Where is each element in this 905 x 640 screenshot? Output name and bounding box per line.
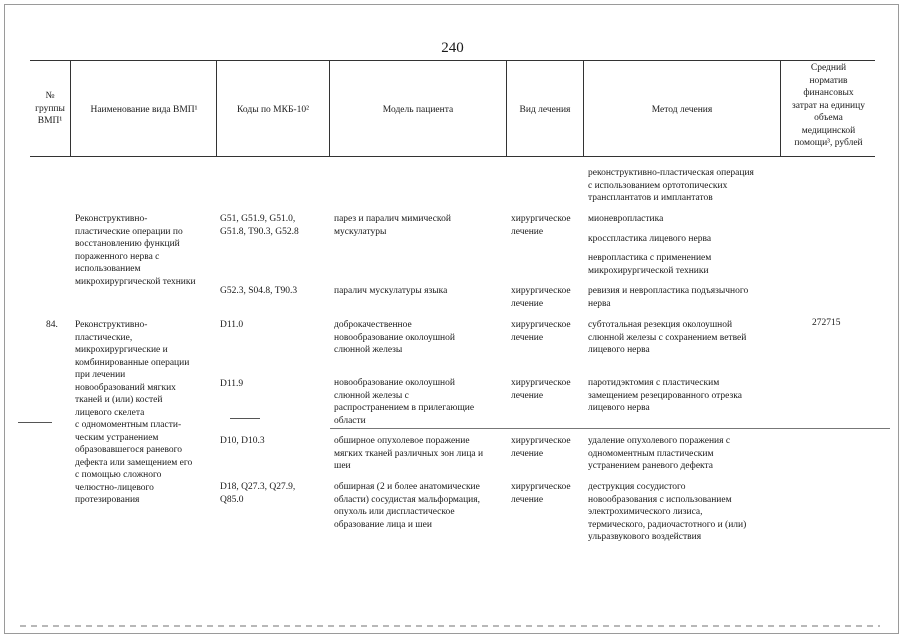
header-divider	[329, 60, 330, 156]
scan-line	[330, 428, 890, 429]
header-divider	[583, 60, 584, 156]
icd-codes: D18, Q27.3, Q27.9, Q85.0	[220, 482, 296, 505]
treatment-method: деструкция сосудистого новообразования с использованием электрохимического лизиса, термического, радиочастотного и (или) ульразвукового воздействия	[588, 482, 747, 542]
icd-codes: D11.9	[220, 379, 244, 389]
treatment-method: невропластика с применением микрохирургической техники	[588, 253, 712, 276]
vmp-name-nerve: Реконструктивно- пластические операции по восстановлению функций пораженного нерва с использованием микрохирургической техники	[75, 214, 196, 287]
vmp-name-tumors: Реконструктивно- пластические, микрохирургические и комбинированные операции при лечении новообразований мягких тканей и (или) костей лицевого скелета с одномоментным пласти- ческим устранением образовавшегося раневого дефекта или замещением его с помощью сложного челюстно-лицевого протезирования	[75, 320, 193, 505]
average-cost: 272715	[812, 318, 841, 328]
header-codes: Коды по МКБ-10²	[237, 105, 309, 115]
header-group: № группы ВМП¹	[35, 91, 65, 126]
treatment-type: хирургическое лечение	[511, 378, 571, 401]
header-divider	[70, 60, 71, 156]
treatment-method: мионевропластика	[588, 214, 664, 224]
treatment-method: ревизия и невропластика подъязычного нерва	[588, 286, 749, 309]
continued-method: реконструктивно-пластическая операция с использованием ортотопических трансплантатов и имплантатов	[588, 168, 754, 203]
treatment-method: удаление опухолевого поражения с одномоментным пластическим устранением раневого дефекта	[588, 436, 731, 471]
icd-codes: G51, G51.9, G51.0, G51.8, T90.3, G52.8	[220, 214, 299, 237]
treatment-type: хирургическое лечение	[511, 436, 571, 459]
header-patient: Модель пациента	[382, 105, 454, 115]
scan-line	[18, 422, 52, 423]
header-cost: Средний норматив финансовых затрат на единицу объема медицинской помощи³, рублей	[792, 63, 865, 148]
scan-line	[230, 418, 260, 419]
header-treatment-type: Вид лечения	[519, 105, 571, 115]
header-bottom-rule	[30, 156, 875, 157]
treatment-method: субтотальная резекция околоушной слюнной железы с сохранением ветвей лицевого нерва	[588, 320, 747, 355]
header-method: Метод лечения	[651, 105, 713, 115]
treatment-type: хирургическое лечение	[511, 214, 571, 237]
group-number: 84.	[46, 320, 58, 330]
patient-model: обширная (2 и более анатомические области) сосудистая мальформация, опухоль или диспластическое образование лица и шеи	[334, 482, 481, 530]
icd-codes: D11.0	[220, 320, 244, 330]
icd-codes: D10, D10.3	[220, 436, 265, 446]
treatment-type: хирургическое лечение	[511, 482, 571, 505]
page-number: 240	[441, 40, 464, 56]
scan-noise-strip	[20, 625, 880, 627]
header-name: Наименование вида ВМП¹	[90, 105, 198, 115]
header-divider	[216, 60, 217, 156]
patient-model: новообразование околоушной слюнной железы с распространением в прилегающие области	[334, 378, 475, 426]
patient-model: доброкачественное новообразование околоушной слюнной железы	[334, 320, 455, 355]
treatment-type: хирургическое лечение	[511, 320, 571, 343]
treatment-method: паротидэктомия с пластическим замещением резецированного отрезка лицевого нерва	[588, 378, 742, 413]
patient-model: обширное опухолевое поражение мягких тканей различных зон лица и шеи	[334, 436, 484, 471]
treatment-method: кросспластика лицевого нерва	[588, 234, 712, 244]
header-divider	[506, 60, 507, 156]
patient-model: паралич мускулатуры языка	[334, 286, 448, 296]
treatment-type: хирургическое лечение	[511, 286, 571, 309]
icd-codes: G52.3, S04.8, T90.3	[220, 286, 298, 296]
header-divider	[780, 60, 781, 156]
patient-model: парез и паралич мимической мускулатуры	[334, 214, 451, 237]
header-top-rule	[30, 60, 875, 61]
